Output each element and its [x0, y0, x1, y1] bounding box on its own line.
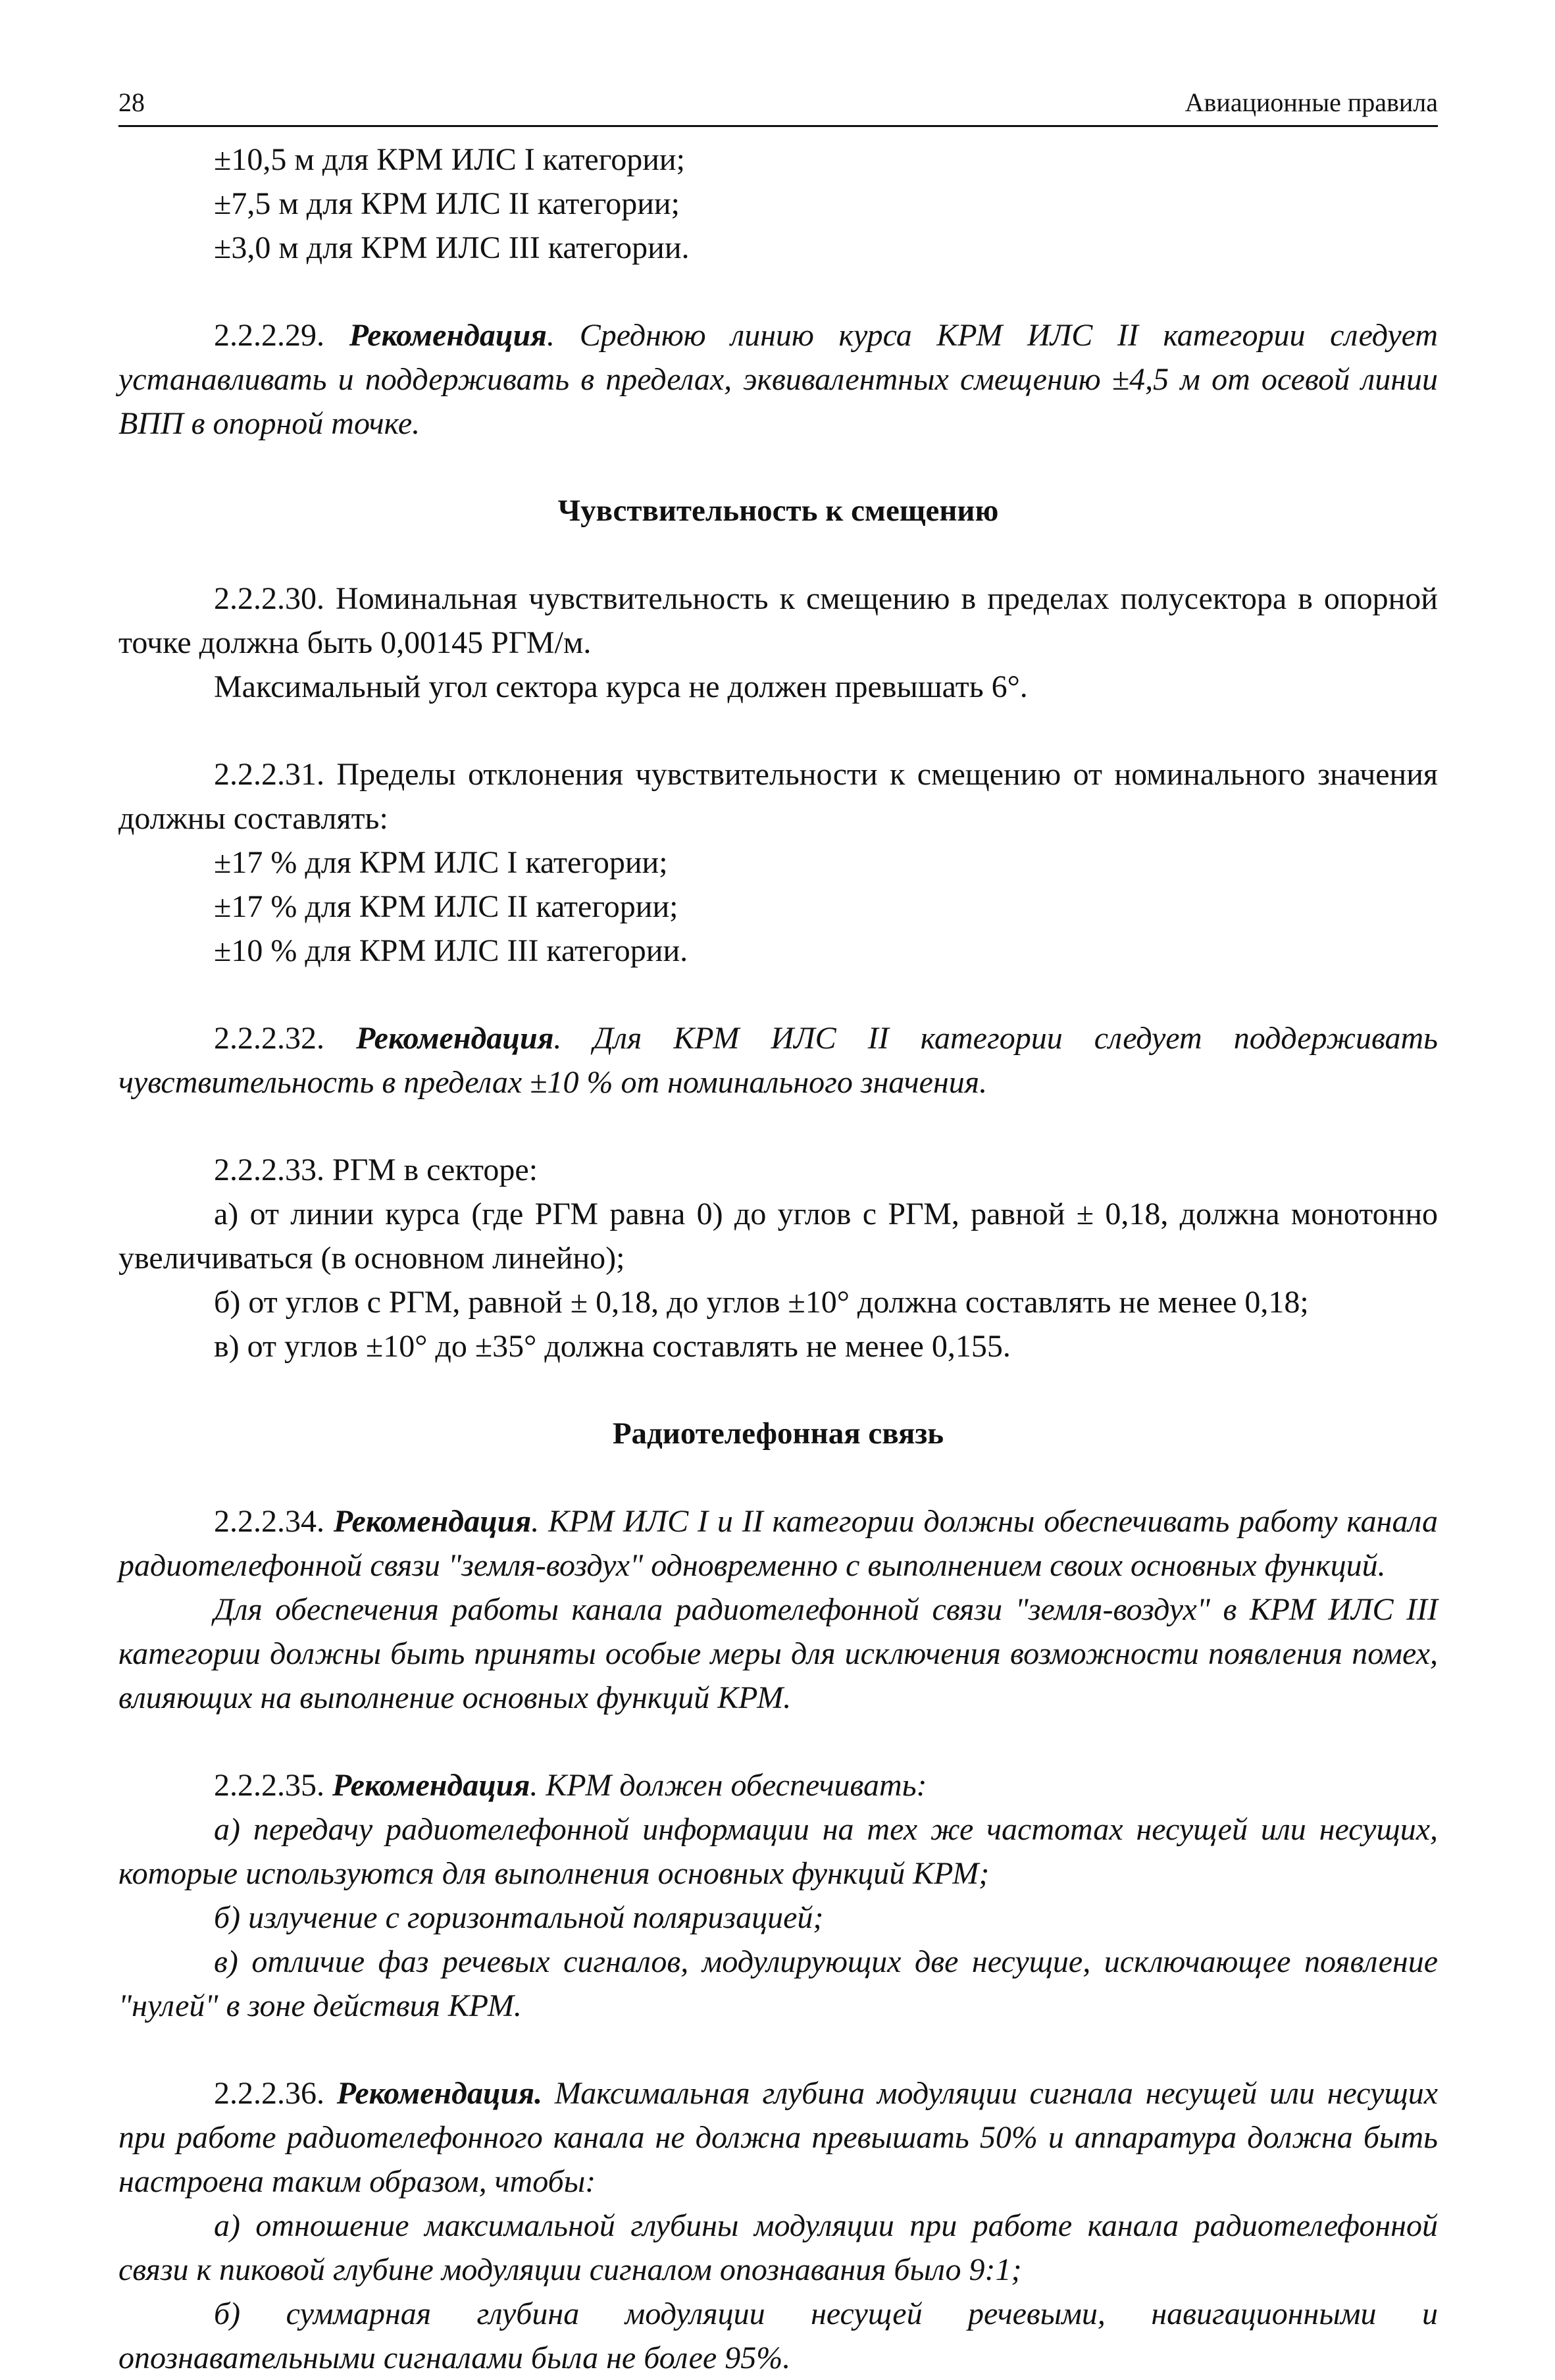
paragraph-2-2-2-35	[118, 1763, 1438, 1807]
section-number: 2.2.2.36.	[214, 2076, 337, 2111]
list-item: ±7,5 м для КРМ ИЛС II категории;	[214, 186, 680, 221]
recommendation-label: Рекомендация.	[336, 2076, 543, 2111]
list-item: ±17 % для КРМ ИЛС II категории;	[214, 889, 678, 924]
section-number: 2.2.2.29.	[214, 318, 349, 353]
paragraph-2-2-2-31: 2.2.2.31. Пределы отклонения чувствительности к смещению от номинального значения должны составлять:	[118, 757, 1438, 836]
recommendation-label: Рекомендация	[332, 1768, 530, 1803]
document-page	[118, 79, 1438, 2380]
section-heading: Чувствительность к смещению	[557, 494, 999, 528]
paragraph-text: . КРМ ИЛС I и II категории должны обеспечивать работу канала радиотелефонной связи "земля-воздух" одновременно с выполнением своих основных функций.	[118, 1504, 1439, 1583]
list-item: ±10 % для КРМ ИЛС III категории.	[214, 933, 688, 968]
recommendation-label: Рекомендация	[356, 1021, 554, 1056]
paragraph-2-2-2-36	[118, 2071, 1438, 2204]
section-number: 2.2.2.34.	[214, 1504, 334, 1539]
paragraph-text: . Для КРМ ИЛС II категории следует поддерживать чувствительность в пределах ±10 % от номинального значения.	[118, 1021, 1439, 1100]
list-item: ±17 % для КРМ ИЛС I категории;	[214, 845, 668, 880]
paragraph-2-2-2-32	[118, 1016, 1438, 1104]
list-item: а) передачу радиотелефонной информации на тех же частотах несущей или несущих, которые используются для выполнения основных функций КРМ;	[118, 1812, 1438, 1891]
section-heading: Радиотелефонная связь	[612, 1416, 944, 1451]
paragraph-2-2-2-34	[118, 1499, 1438, 1588]
paragraph-text: Максимальная глубина модуляции сигнала несущей или несущих при работе радиотелефонного канала не должна превышать 50% и аппаратура должна быть настроена таким образом, чтобы:	[118, 2076, 1438, 2199]
list-item: ±3,0 м для КРМ ИЛС III категории.	[214, 230, 690, 265]
recommendation-label: Рекомендация	[349, 318, 548, 353]
paragraph-2-2-2-33: 2.2.2.33. РГМ в секторе:	[214, 1152, 538, 1187]
list-item: б) от углов с РГМ, равной ± 0,18, до углов ±10° должна составлять не менее 0,18;	[214, 1285, 1309, 1320]
list-item: в) отличие фаз речевых сигналов, модулирующих две несущие, исключающее появление "нулей" в зоне действия КРМ.	[118, 1944, 1438, 2023]
recommendation-label: Рекомендация	[333, 1504, 532, 1539]
section-number: 2.2.2.32.	[214, 1021, 357, 1056]
paragraph-text: Для обеспечения работы канала радиотелефонной связи "земля-воздух" в КРМ ИЛС III категории должны быть приняты особые меры для исключения возможности появления помех, влияющих на выполнение основных функций КРМ.	[118, 1592, 1438, 1715]
list-item: а) отношение максимальной глубины модуляции при работе канала радиотелефонной связи к пиковой глубине модуляции сигналом опознавания было 9:1;	[118, 2208, 1438, 2287]
list-item: б) излучение с горизонтальной поляризацией;	[214, 1900, 824, 1935]
list-item: ±10,5 м для КРМ ИЛС I категории;	[214, 142, 685, 177]
paragraph-2-2-2-29	[118, 313, 1438, 446]
list-item: б) суммарная глубина модуляции несущей речевыми, навигационными и опознавательными сигналами была не более 95%.	[118, 2296, 1438, 2375]
page-header	[118, 79, 1438, 127]
paragraph-text: Максимальный угол сектора курса не должен превышать 6°.	[214, 669, 1028, 704]
running-title: Авиационные правила	[1185, 88, 1438, 117]
paragraph-text: . Среднюю линию курса КРМ ИЛС II категории следует устанавливать и поддерживать в пределах, эквивалентных смещению ±4,5 м от осевой линии ВПП в опорной точке.	[118, 318, 1439, 441]
list-item: а) от линии курса (где РГМ равна 0) до углов с РГМ, равной ± 0,18, должна монотонно увеличиваться (в основном линейно);	[118, 1197, 1438, 1276]
page-number: 28	[118, 88, 145, 117]
paragraph-text: . КРМ должен обеспечивать:	[530, 1768, 927, 1803]
page-content	[118, 138, 1438, 2380]
list-item: в) от углов ±10° до ±35° должна составлять не менее 0,155.	[214, 1329, 1011, 1364]
section-number: 2.2.2.35.	[214, 1768, 332, 1803]
paragraph-2-2-2-30: 2.2.2.30. Номинальная чувствительность к смещению в пределах полусектора в опорной точке должна быть 0,00145 РГМ/м.	[118, 581, 1438, 660]
